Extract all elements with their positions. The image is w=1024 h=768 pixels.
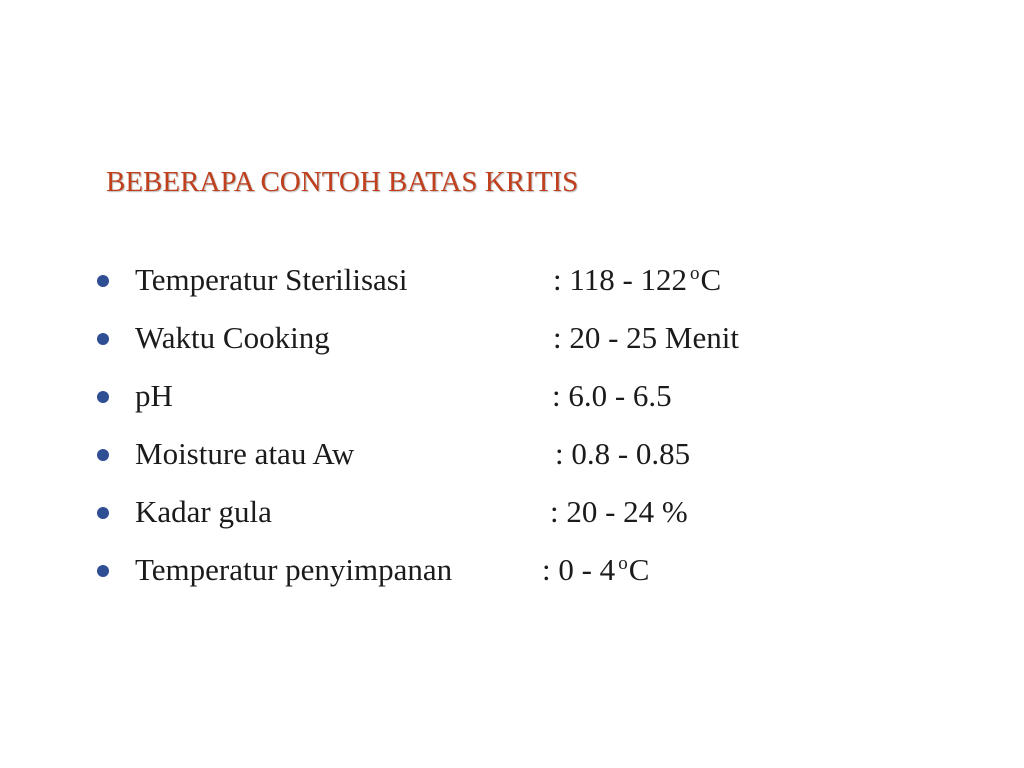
item-value: : 20 - 24 %: [550, 494, 688, 529]
bullet-icon: [97, 391, 109, 403]
bullet-icon: [97, 333, 109, 345]
item-value: : 0.8 - 0.85: [555, 436, 691, 471]
unit: C: [628, 552, 650, 587]
item-value: : 0 - 4 $^o$C: [542, 552, 650, 587]
bullet-icon: [97, 565, 109, 577]
list-item: [0, 487, 1024, 545]
item-label: pH: [135, 378, 173, 413]
item-label: Moisture atau Aw: [135, 436, 355, 471]
item-value: : 20 - 25 Menit: [553, 320, 739, 355]
list-item: [0, 313, 1024, 371]
degree-superscript: o: [618, 553, 628, 574]
list-item: [0, 255, 1024, 313]
bullet-icon: [97, 449, 109, 461]
list-item: [0, 429, 1024, 487]
item-label: Temperatur penyimpanan: [135, 552, 453, 587]
item-label: Waktu Cooking: [135, 320, 330, 355]
item-label: Kadar gula: [135, 494, 272, 529]
bullet-icon: [97, 507, 109, 519]
bullet-icon: [97, 275, 109, 287]
slide-title: BEBERAPA CONTOH BATAS KRITIS: [106, 166, 579, 198]
unit: C: [700, 262, 722, 297]
degree-superscript: o: [690, 263, 700, 284]
list-item: [0, 371, 1024, 429]
critical-limits-list: [0, 255, 1024, 603]
item-label: Temperatur Sterilisasi: [135, 262, 408, 297]
item-value: : 118 - 122 $^o$C: [553, 262, 722, 297]
list-item: [0, 545, 1024, 603]
item-value: : 6.0 - 6.5: [552, 378, 672, 413]
